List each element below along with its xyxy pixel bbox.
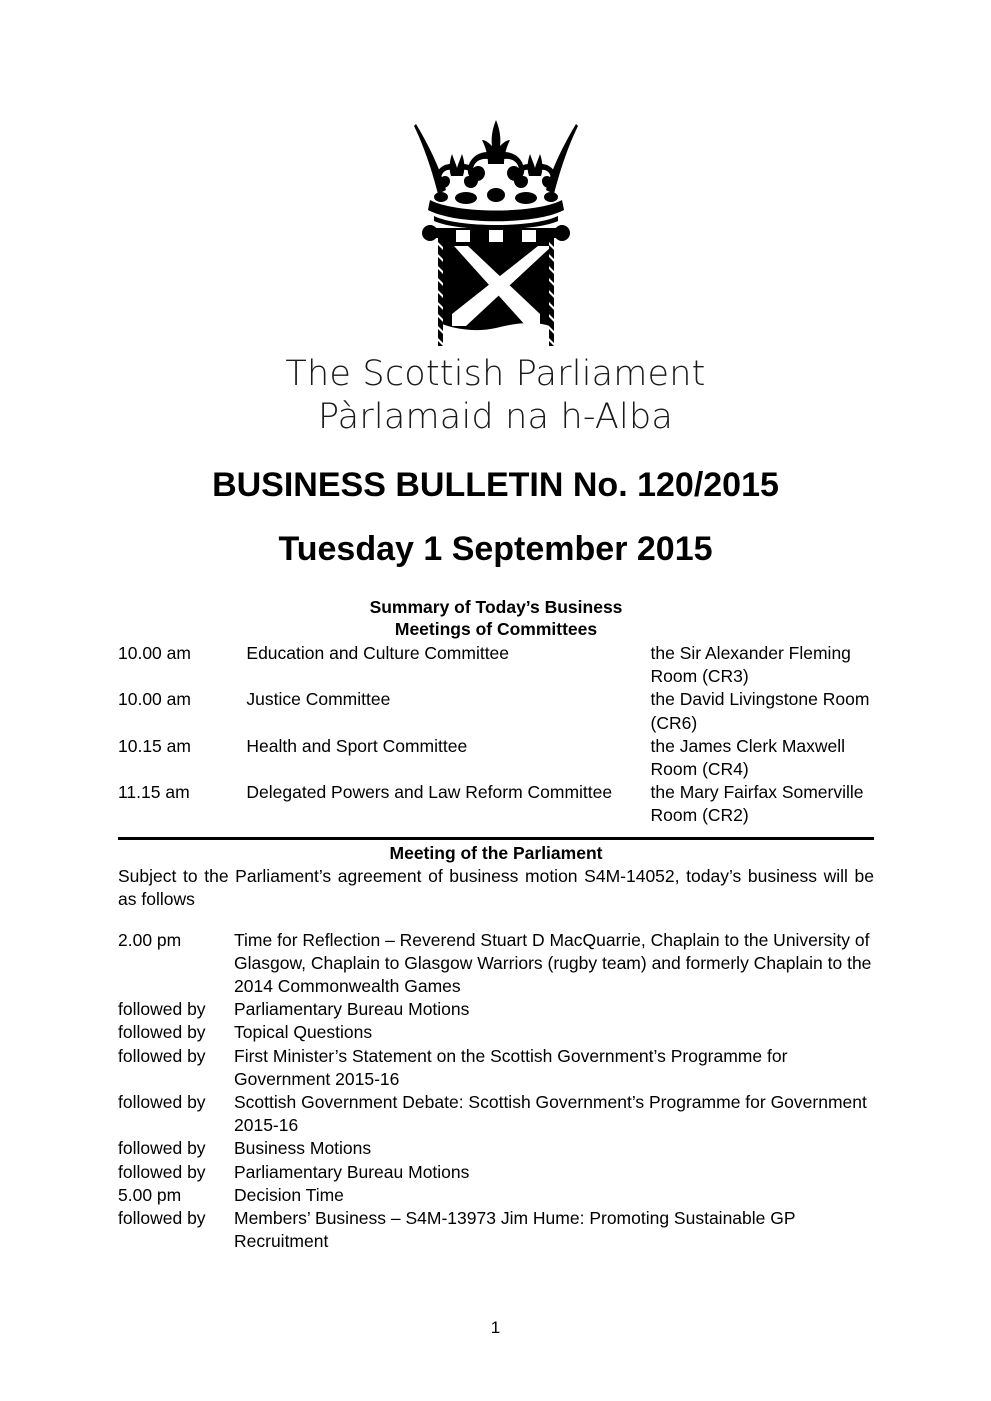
scottish-parliament-crest <box>0 118 991 350</box>
list-item <box>118 1137 874 1160</box>
list-item <box>118 998 874 1021</box>
list-item <box>118 1161 874 1184</box>
committee-time: 10.15 am <box>118 735 191 756</box>
business-when: followed by <box>118 999 206 1020</box>
business-what: Decision Time <box>234 1184 344 1205</box>
committee-venue: the James Clerk Maxwell Room (CR4) <box>650 735 846 780</box>
business-when: 5.00 pm <box>118 1184 182 1205</box>
list-item <box>118 1091 874 1137</box>
business-when: followed by <box>118 1161 206 1182</box>
committee-venue: the Mary Fairfax Somerville Room (CR2) <box>650 782 864 826</box>
summary-heading: Summary of Today’s Business <box>369 597 623 617</box>
business-what: Parliamentary Bureau Motions <box>234 1161 470 1182</box>
page-date: Tuesday 1 September 2015 <box>278 530 713 568</box>
page-number: 1 <box>490 1318 501 1337</box>
parliament-heading: Meeting of the Parliament <box>389 842 603 863</box>
committees-subheading: Meetings of Committees <box>394 619 598 639</box>
business-what: Scottish Government Debate: Scottish Government’s Programme for Government 2015-16 <box>234 1091 867 1136</box>
committee-name: Delegated Powers and Law Reform Committee <box>246 782 613 803</box>
committee-time: 11.15 am <box>118 782 190 803</box>
wordmark-english: The Scottish Parliament <box>285 354 706 394</box>
committee-time: 10.00 am <box>118 643 191 663</box>
business-when: followed by <box>118 1045 206 1066</box>
table-row <box>118 642 874 688</box>
section-divider <box>118 837 874 840</box>
committee-meetings-body <box>118 642 874 828</box>
committee-time: 10.00 am <box>118 689 191 710</box>
business-what: First Minister’s Statement on the Scottish Government’s Programme for Government 2015-16 <box>234 1045 788 1089</box>
table-row <box>118 781 874 827</box>
committee-name: Education and Culture Committee <box>246 643 510 663</box>
committee-venue: the Sir Alexander Fleming Room (CR3) <box>650 643 851 687</box>
wordmark-gaelic: Pàrlamaid na h-Alba <box>317 397 674 437</box>
list-item <box>118 1207 874 1253</box>
parliament-business-body <box>118 929 874 1254</box>
committee-venue: the David Livingstone Room (CR6) <box>650 689 870 733</box>
list-item <box>118 929 874 999</box>
business-what: Time for Reflection – Reverend Stuart D MacQuarrie, Chaplain to the University of Glasgow, Chaplain to Glasgow Warriors (rugby team) and formerly Chaplain to the 2014 Commonwealth Games <box>234 929 872 996</box>
business-when: followed by <box>118 1091 206 1112</box>
organisation-wordmark <box>0 353 991 439</box>
table-row <box>118 735 874 781</box>
business-what: Parliamentary Bureau Motions <box>234 999 470 1020</box>
document-body <box>118 596 874 1253</box>
page-title: BUSINESS BULLETIN No. 120/2015 <box>212 466 779 504</box>
business-when: followed by <box>118 1207 206 1228</box>
committee-name: Justice Committee <box>246 689 391 710</box>
list-item <box>118 1021 874 1044</box>
business-when: followed by <box>118 1138 206 1159</box>
crest-icon <box>408 118 584 350</box>
list-item <box>118 1045 874 1091</box>
business-when: 2.00 pm <box>118 929 182 950</box>
business-what: Members’ Business – S4M-13973 Jim Hume: Promoting Sustainable GP Recruitment <box>234 1207 796 1252</box>
business-what: Topical Questions <box>234 1022 373 1043</box>
business-when: followed by <box>118 1022 206 1043</box>
committee-meetings-table <box>118 642 874 828</box>
business-what: Business Motions <box>234 1138 372 1159</box>
list-item <box>118 1184 874 1207</box>
parliament-business-table <box>118 929 874 1254</box>
parliament-intro: Subject to the Parliament’s agreement of business motion S4M-14052, today’s business will be as follows <box>118 865 874 909</box>
table-row <box>118 688 874 734</box>
committee-name: Health and Sport Committee <box>246 735 468 756</box>
